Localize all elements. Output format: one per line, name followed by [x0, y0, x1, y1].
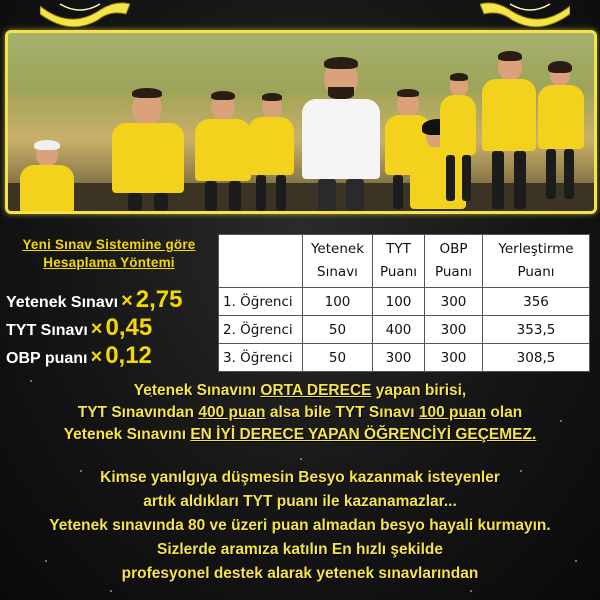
table-header-row [219, 235, 590, 288]
table-cell: 300 [425, 344, 483, 372]
table-cell: 308,5 [483, 344, 590, 372]
warning-line-2: TYT Sınavından 400 puan alsa bile TYT Sınavı 100 puan olan [77, 404, 523, 421]
athlete-figure [193, 93, 253, 211]
table-header-cell: TYT Puanı [373, 235, 425, 288]
warning-line-1: Yetenek Sınavını ORTA DERECE yapan birisi, [133, 382, 467, 399]
table-cell: 1. Öğrenci [219, 288, 303, 316]
table-cell: 300 [373, 344, 425, 372]
athlete-figure [16, 143, 76, 213]
info-line: profesyonel destek alarak yetenek sınavlarından [121, 565, 479, 582]
athlete-figure [108, 91, 188, 211]
table-cell: 353,5 [483, 316, 590, 344]
table-row [219, 316, 590, 344]
table-cell: 300 [425, 288, 483, 316]
table-row [219, 288, 590, 316]
table-cell: 300 [425, 316, 483, 344]
table-row [219, 344, 590, 372]
table-cell: 3. Öğrenci [219, 344, 303, 372]
score-comparison-table [218, 234, 590, 372]
table-cell: 100 [303, 288, 373, 316]
info-line: Kimse yanılgıya düşmesin Besyo kazanmak isteyenler [100, 469, 500, 486]
table-header-cell [219, 235, 303, 288]
table-header-cell: OBP Puanı [425, 235, 483, 288]
athlete-figure [536, 63, 586, 203]
info-line: Yetenek sınavında 80 ve üzeri puan almadan besyo hayali kurmayın. [49, 517, 551, 534]
info-line: Sizlerde aramıza katılın En hızlı şekilde [156, 541, 443, 558]
table-cell: 400 [373, 316, 425, 344]
table-header-cell: Yetenek Sınavı [303, 235, 373, 288]
table-header-cell: Yerleştirme Puanı [483, 235, 590, 288]
right-emblem-icon [480, 0, 570, 28]
info-paragraph [0, 466, 600, 586]
table-cell: 50 [303, 316, 373, 344]
left-emblem-icon [40, 0, 130, 28]
athlete-figure [246, 95, 296, 211]
formula-row-obp: OBP puanı × 0,12 [6, 342, 152, 369]
formula-title: Yeni Sınav Sistemine göre Hesaplama Yöntemi [22, 237, 196, 270]
info-line: artık aldıkları TYT puanı ile kazanamazlar... [143, 493, 457, 510]
athlete-figure [438, 75, 478, 205]
warning-paragraph [0, 380, 600, 446]
table-cell: 100 [373, 288, 425, 316]
table-cell: 2. Öğrenci [219, 316, 303, 344]
warning-line-3: Yetenek Sınavını EN İYİ DERECE YAPAN ÖĞRENCİYİ GEÇEMEZ. [63, 426, 537, 443]
team-photo-banner [5, 30, 597, 214]
athlete-figure [478, 53, 538, 209]
coach-figure [298, 59, 384, 211]
formula-row-tyt: TYT Sınavı × 0,45 [6, 314, 153, 341]
formula-row-yetenek: Yetenek Sınavı × 2,75 [6, 286, 183, 313]
table-cell: 356 [483, 288, 590, 316]
table-cell: 50 [303, 344, 373, 372]
